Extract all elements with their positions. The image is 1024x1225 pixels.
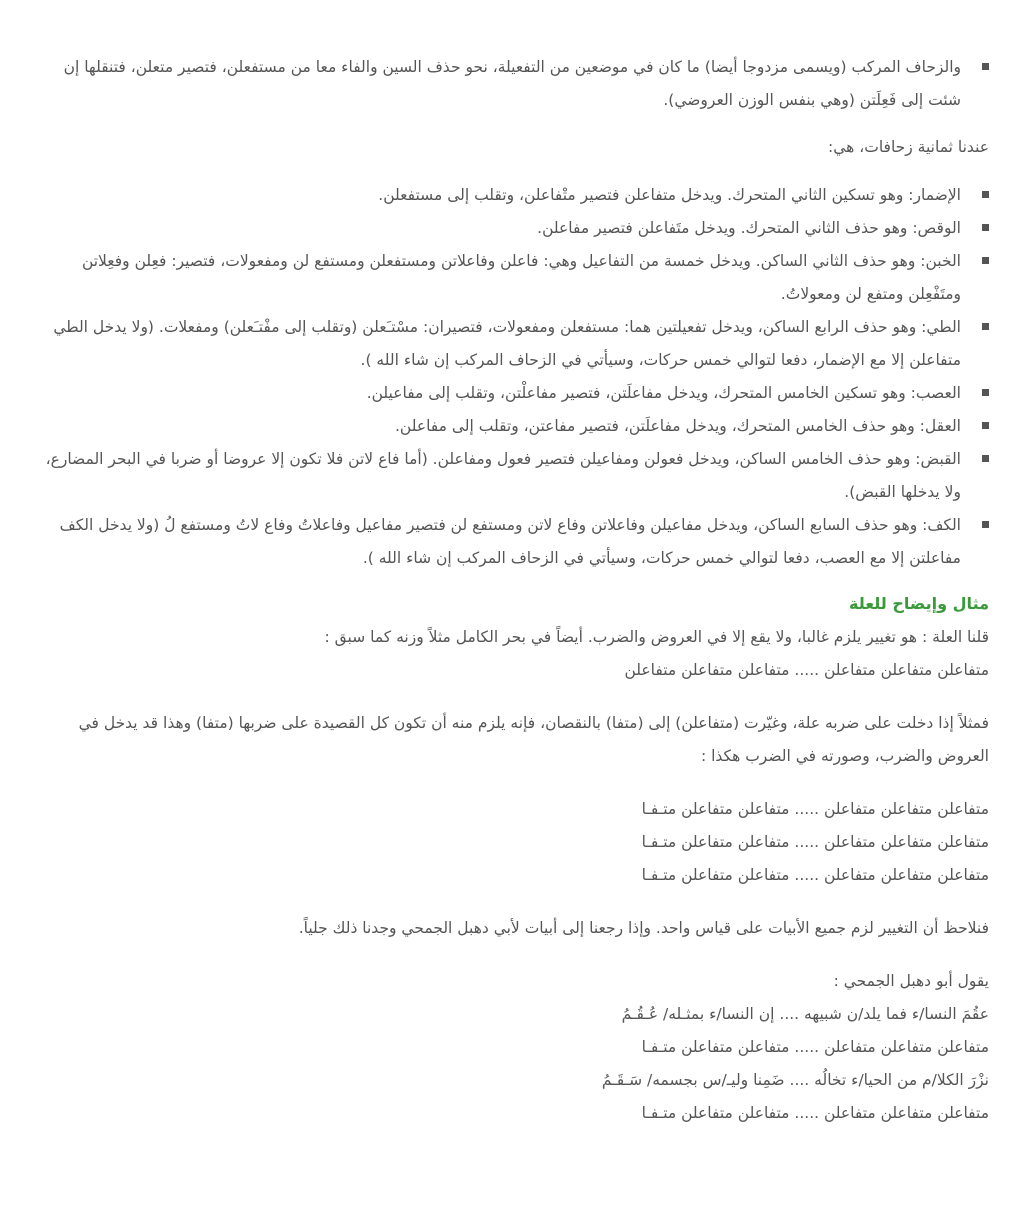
scansion-line: متفاعلن متفاعلن متفاعلن ..... متفاعلن متفاعلن متـفـا <box>641 1038 989 1056</box>
list-item <box>30 179 989 212</box>
scansion-line: متفاعلن متفاعلن متفاعلن ..... متفاعلن متفاعلن متـفـا <box>641 800 989 818</box>
poem-line: عقُمَ النسا/ء فما يلد/ن شبيهه .... إن النسا/ء بمثـله/ عُـقُـمُ <box>621 1005 989 1023</box>
square-bullet-icon <box>982 323 989 330</box>
list-item-text: الطي: وهو حذف الرابع الساكن، ويدخل تفعيلتين هما: مستفعلن ومفعولات، فتصيران: مسْتـَعلن (وتقلب إلى مفْتـَعلن) ومفعلات. (ولا يدخل الطي متفاعلن إلا مع الإضمار، دفعا لتوالي خمس حركات، وسيأتي في الزحاف المركب إن شاء الله ). <box>53 318 961 369</box>
list-item <box>30 311 989 377</box>
square-bullet-icon <box>982 191 989 198</box>
example-heading: مثال وإيضاح للعلة <box>848 594 989 613</box>
list-item-text: الخبن: وهو حذف الثاني الساكن. ويدخل خمسة من التفاعيل وهي: فاعلن وفاعلاتن ومستفعلن ومستفع لن ومفعولات، فتصير: فعِلن وفعِلاتن ومتَفْعِلن ومتفع لن ومعولاتُ. <box>81 252 961 303</box>
list-item <box>30 212 989 245</box>
compound-zihaf-list <box>30 51 989 117</box>
square-bullet-icon <box>982 455 989 462</box>
zihafat-intro: عندنا ثمانية زحافات، هي: <box>827 138 989 156</box>
square-bullet-icon <box>982 63 989 70</box>
list-item-text: الوقص: وهو حذف الثاني المتحرك. ويدخل متَفاعلن فتصير مفاعلن. <box>537 219 961 237</box>
poem-line: نزْرَ الكلا/م من الحيا/ء تخالُه .... ضَمِنا وليـ/س بجسمه/ سَـقَـمُ <box>601 1071 989 1089</box>
truncated-scansion-block <box>30 793 989 892</box>
scansion-line: متفاعلن متفاعلن متفاعلن ..... متفاعلن متفاعلن متـفـا <box>641 833 989 851</box>
list-item <box>30 245 989 311</box>
list-item <box>30 377 989 410</box>
list-item <box>30 51 989 117</box>
scansion-line: متفاعلن متفاعلن متفاعلن ..... متفاعلن متفاعلن متـفـا <box>641 1104 989 1122</box>
poem-block <box>30 998 989 1130</box>
list-item <box>30 443 989 509</box>
article-page <box>0 51 1024 1225</box>
list-item <box>30 410 989 443</box>
scansion-line: متفاعلن متفاعلن متفاعلن ..... متفاعلن متفاعلن متـفـا <box>641 866 989 884</box>
poet-intro: يقول أبو دهبل الجمحي : <box>833 972 989 990</box>
list-item-text: العصب: وهو تسكين الخامس المتحرك، ويدخل مفاعلَتن، فتصير مفاعلْتن، وتقلب إلى مفاعيلن. <box>366 384 961 402</box>
illa-definition: قلنا العلة : هو تغيير يلزم غالبا، ولا يقع إلا في العروض والضرب. أيضاً في بحر الكامل مثلاً وزنه كما سبق : <box>324 628 989 646</box>
square-bullet-icon <box>982 422 989 429</box>
square-bullet-icon <box>982 257 989 264</box>
square-bullet-icon <box>982 389 989 396</box>
list-item-text: والزحاف المركب (ويسمى مزدوجا أيضا) ما كان في موضعين من التفعيلة، نحو حذف السين والفاء معا من مستفعلن، فتصير متعلن، فتنقلها إن شئت إلى فَعِلَتن (وهي بنفس الوزن العروضي). <box>63 58 961 109</box>
list-item-text: القبض: وهو حذف الخامس الساكن، ويدخل فعولن ومفاعيلن فتصير فعول ومفاعلن. (أما فاع لاتن فلا تكون إلا عروضا أو ضربا في البحر المضارع، ولا يدخلها القبض). <box>45 450 961 501</box>
square-bullet-icon <box>982 224 989 231</box>
list-item-text: الكف: وهو حذف السابع الساكن، ويدخل مفاعيلن وفاعلاتن وفاع لاتن ومستفع لن فتصير مفاعيل وفاعلاتُ وفاع لاتُ ومستفع لُ (ولا يدخل الكف مفاعلتن إلا مع العصب، دفعا لتوالي خمس حركات، وسيأتي في الزحاف المركب إن شاء الله ). <box>59 516 961 567</box>
observation-paragraph: فنلاحظ أن التغيير لزم جميع الأبيات على قياس واحد. وإذا رجعنا إلى أبيات لأبي دهبل الجمحي وجدنا ذلك جلياً. <box>298 919 989 937</box>
list-item <box>30 509 989 575</box>
list-item-text: الإضمار: وهو تسكين الثاني المتحرك. ويدخل متفاعلن فتصير متْفاعلن، وتقلب إلى مستفعلن. <box>378 186 961 204</box>
zihafat-list <box>30 179 989 575</box>
square-bullet-icon <box>982 521 989 528</box>
list-item-text: العقل: وهو حذف الخامس المتحرك، ويدخل مفاعلَتن، فتصير مفاعتن، وتقلب إلى مفاعلن. <box>394 417 961 435</box>
illa-explanation: فمثلاً إذا دخلت على ضربه علة، وغيّرت (متفاعلن) إلى (متفا) بالنقصان، فإنه يلزم منه أن تكون كل القصيدة على ضربها (متفا) وهذا قد يدخل في العروض والضرب، وصورته في الضرب هكذا : <box>78 714 989 765</box>
kamil-scansion: متفاعلن متفاعلن متفاعلن ..... متفاعلن متفاعلن متفاعلن <box>624 661 989 679</box>
